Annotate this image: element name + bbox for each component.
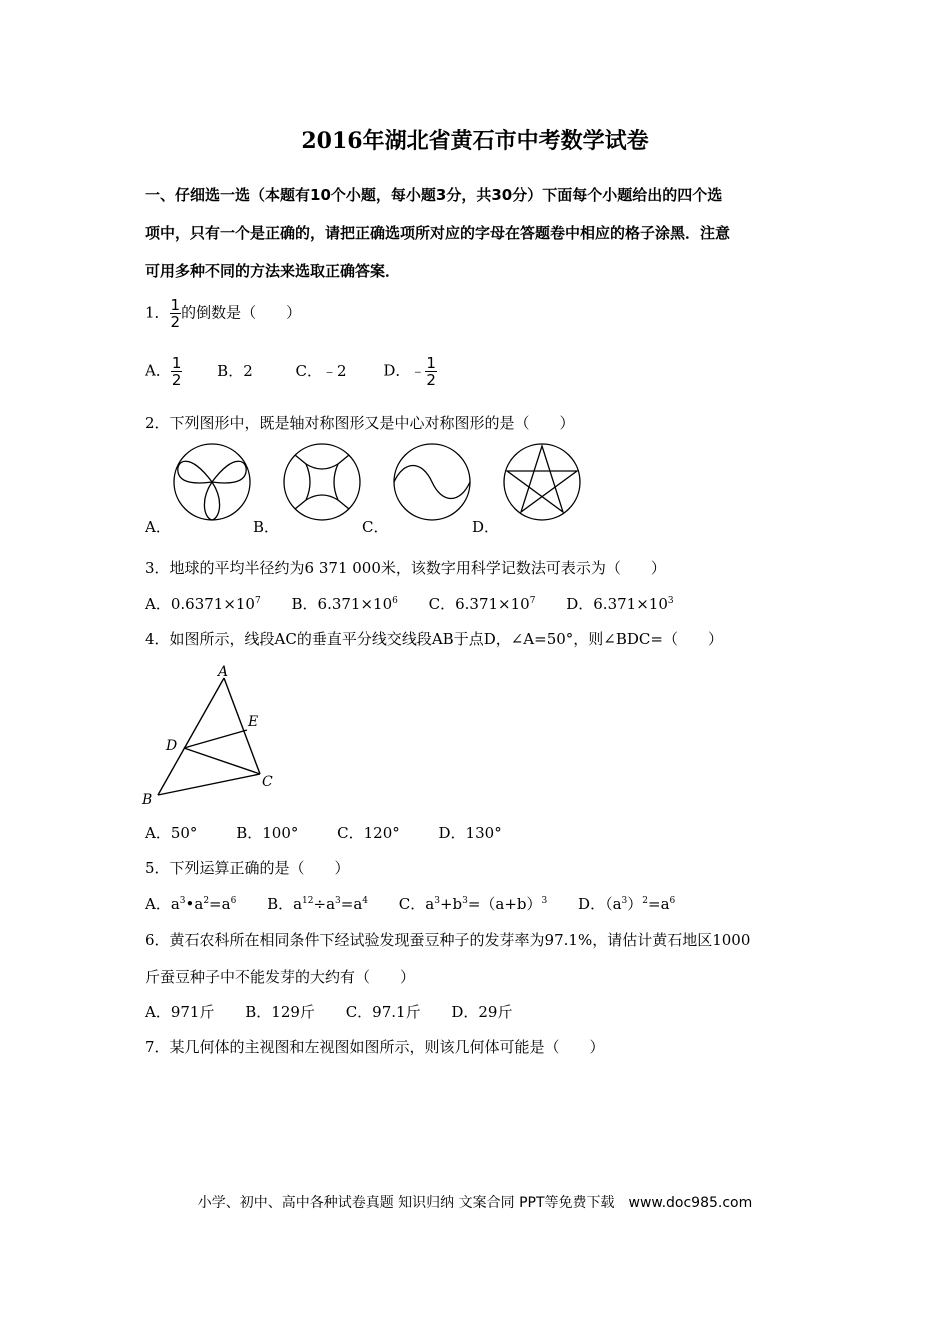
q2-label-a: A． bbox=[145, 518, 171, 536]
q1-option-c: C．﹣2 bbox=[295, 361, 347, 380]
q2-label-c: C． bbox=[362, 518, 389, 536]
q4-side-ab bbox=[158, 678, 224, 795]
q5-d-p3: =a bbox=[648, 895, 670, 913]
q5-c-e3: 3 bbox=[541, 896, 548, 906]
q5-b-p3: =a bbox=[340, 895, 363, 913]
question-5: 5．下列运算正确的是（ ） bbox=[145, 859, 350, 877]
q5-c-p1: C．a bbox=[398, 895, 435, 913]
q2-figure-c bbox=[394, 444, 470, 520]
q1-option-d-label: D．﹣ bbox=[383, 361, 426, 380]
question-6-line-2: 斤蚕豆种子中不能发芽的大约有（ ） bbox=[145, 968, 416, 986]
q4-option-a: A．50° bbox=[145, 824, 198, 842]
q1-frac-den: 2 bbox=[170, 313, 181, 331]
page-title: 2016年湖北省黄石市中考数学试卷 bbox=[301, 128, 649, 154]
question-5-options bbox=[145, 893, 701, 914]
question-4-options bbox=[145, 822, 528, 843]
q5-d-p1: D．（a bbox=[578, 895, 622, 913]
q5-a-p1: A．a bbox=[145, 895, 180, 913]
q3-option-b-base: B．6.371×10 bbox=[291, 595, 393, 613]
q5-option-d bbox=[578, 893, 675, 914]
q5-b-p2: ÷a bbox=[313, 895, 336, 913]
q2-label-d: D． bbox=[472, 518, 500, 536]
q6-option-a: A．971斤 bbox=[145, 1003, 215, 1021]
q4-side-bc bbox=[158, 774, 260, 795]
q4-option-d: D．130° bbox=[438, 824, 502, 842]
instructions-line-1: 一、仔细选一选（本题有10个小题，每小题3分，共30分）下面每个小题给出的四个选 bbox=[145, 186, 723, 204]
q5-a-p3: =a bbox=[209, 895, 231, 913]
q1-option-a-den: 2 bbox=[171, 371, 182, 389]
q1-frac-num: 1 bbox=[170, 296, 181, 314]
q4-point-b: B bbox=[142, 792, 153, 808]
question-2: 2．下列图形中，既是轴对称图形又是中心对称图形的是（ ） bbox=[145, 414, 575, 432]
question-4: 4．如图所示，线段AC的垂直平分线交线段AB于点D，∠A=50°，则∠BDC=（ ） bbox=[145, 630, 723, 648]
q5-d-e3: 6 bbox=[669, 896, 676, 906]
q6-option-d: D．29斤 bbox=[451, 1003, 513, 1021]
q1-fraction bbox=[170, 297, 182, 330]
q1-option-d bbox=[383, 355, 437, 388]
q5-a-e2: 2 bbox=[203, 896, 210, 906]
question-3-options bbox=[145, 593, 700, 614]
question-6-line-1: 6．黄石农科所在相同条件下经试验发现蚕豆种子的发芽率为97.1%，请估计黄石地区1000 bbox=[145, 931, 751, 949]
q5-c-e2: 3 bbox=[462, 896, 468, 906]
q5-b-p1: B．a bbox=[267, 895, 303, 913]
question-1-options bbox=[145, 355, 463, 388]
instructions-line-2: 项中，只有一个是正确的，请把正确选项所对应的字母在答题卷中相应的格子涂黑．注意 bbox=[145, 224, 731, 242]
q5-a-e3: 6 bbox=[230, 896, 237, 906]
q1-option-d-den: 2 bbox=[426, 371, 436, 389]
q1-option-d-num: 1 bbox=[426, 354, 436, 372]
q2-label-b: B． bbox=[253, 518, 280, 536]
q1-option-a bbox=[145, 355, 182, 388]
q2-figures bbox=[170, 442, 590, 526]
q4-option-b: B．100° bbox=[236, 824, 299, 842]
q6-option-c: C．97.1斤 bbox=[345, 1003, 421, 1021]
q4-point-a: A bbox=[218, 664, 229, 680]
q3-option-a bbox=[145, 593, 261, 614]
q2-figure-b bbox=[284, 444, 360, 520]
q1-option-b: B．2 bbox=[217, 361, 253, 380]
question-3: 3．地球的平均半径约为6 371 000米，该数字用科学记数法可表示为（ ） bbox=[145, 559, 666, 577]
q3-option-c-base: C．6.371×10 bbox=[428, 595, 530, 613]
q3-option-d-base: D．6.371×10 bbox=[566, 595, 668, 613]
q5-a-e1: 3 bbox=[179, 896, 186, 906]
q4-triangle-figure bbox=[136, 660, 296, 810]
q3-option-c bbox=[429, 593, 536, 614]
q5-a-p2: •a bbox=[185, 895, 204, 913]
q5-option-b bbox=[267, 893, 368, 914]
q5-option-a bbox=[145, 893, 236, 914]
question-6-options bbox=[145, 1001, 538, 1022]
q1-number: 1． bbox=[145, 303, 170, 322]
q5-b-e2: 3 bbox=[335, 896, 341, 906]
question-1 bbox=[145, 297, 301, 330]
q5-b-e3: 4 bbox=[362, 896, 368, 906]
q5-option-c bbox=[399, 893, 547, 914]
q2-figure-a bbox=[174, 444, 250, 520]
q1-text: 的倒数是（ ） bbox=[181, 303, 302, 322]
q3-option-c-exp: 7 bbox=[529, 596, 536, 606]
q3-option-d-exp: 3 bbox=[667, 596, 674, 606]
q3-option-b-exp: 6 bbox=[392, 596, 398, 606]
q3-option-b bbox=[292, 593, 398, 614]
q4-option-c: C．120° bbox=[337, 824, 400, 842]
question-7: 7．某几何体的主视图和左视图如图所示，则该几何体可能是（ ） bbox=[145, 1038, 605, 1056]
q4-segment-dc bbox=[184, 748, 260, 774]
q5-d-p2: ） bbox=[627, 895, 643, 913]
q5-d-e1: 3 bbox=[621, 896, 628, 906]
q3-option-a-base: A．0.6371×10 bbox=[145, 595, 255, 613]
q2-figure-d bbox=[504, 444, 580, 520]
q5-c-p2: +b bbox=[439, 895, 463, 913]
q3-option-d bbox=[566, 593, 673, 614]
q1-option-a-label: A． bbox=[145, 361, 171, 380]
page-footer[interactable]: 小学、初中、高中各种试卷真题 知识归纳 文案合同 PPT等免费下载 www.doc985.com bbox=[197, 1195, 753, 1211]
instructions-line-3: 可用多种不同的方法来选取正确答案． bbox=[145, 262, 401, 280]
q1-option-a-num: 1 bbox=[171, 354, 182, 372]
q5-c-e1: 3 bbox=[434, 896, 440, 906]
q4-point-e: E bbox=[248, 714, 259, 730]
q4-point-d: D bbox=[166, 738, 178, 754]
q4-point-c: C bbox=[262, 774, 273, 790]
q6-option-b: B．129斤 bbox=[245, 1003, 315, 1021]
q5-b-e1: 12 bbox=[302, 896, 314, 906]
q3-option-a-exp: 7 bbox=[254, 596, 261, 606]
q5-c-p3: =（a+b） bbox=[467, 895, 542, 913]
q5-d-e2: 2 bbox=[642, 896, 649, 906]
